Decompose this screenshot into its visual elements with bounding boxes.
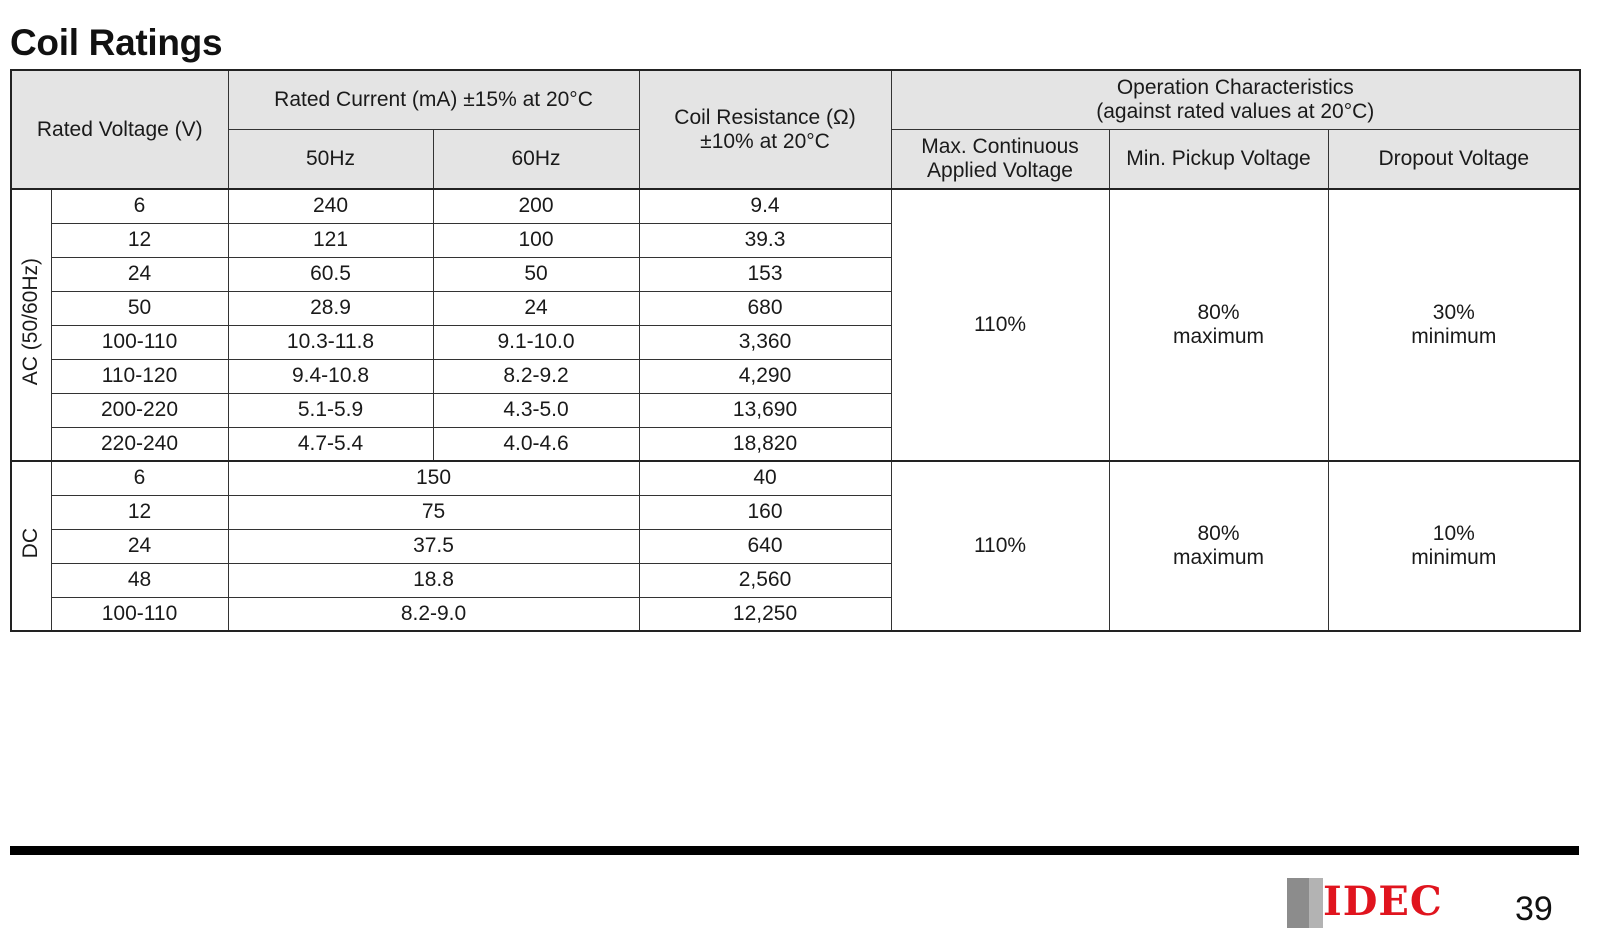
current-60hz-cell: 9.1-10.0 [433, 325, 639, 359]
ac-pickup-qualifier: maximum [1173, 325, 1265, 348]
current-60hz-cell: 200 [433, 189, 639, 223]
dc-label-text: DC [19, 527, 43, 559]
header-operation-line2: (against rated values at 20°C) [1096, 99, 1375, 123]
resistance-cell: 3,360 [639, 325, 891, 359]
footer-rule [10, 846, 1579, 855]
current-cell: 8.2-9.0 [228, 597, 639, 631]
current-cell: 37.5 [228, 529, 639, 563]
voltage-cell: 6 [51, 189, 228, 223]
current-cell: 75 [228, 495, 639, 529]
current-50hz-cell: 60.5 [228, 257, 433, 291]
header-rated-current: Rated Current (mA) ±15% at 20°C [228, 70, 639, 129]
current-cell: 18.8 [228, 563, 639, 597]
current-60hz-cell: 4.3-5.0 [433, 393, 639, 427]
coil-ratings-table [10, 69, 1581, 632]
voltage-cell: 220-240 [51, 427, 228, 461]
voltage-cell: 50 [51, 291, 228, 325]
header-max-continuous [891, 129, 1109, 189]
voltage-cell: 6 [51, 461, 228, 495]
ac-pickup-value: 80% [1197, 301, 1240, 324]
header-rated-voltage: Rated Voltage (V) [11, 70, 228, 189]
dc-pickup-qualifier: maximum [1173, 546, 1265, 569]
current-50hz-cell: 10.3-11.8 [228, 325, 433, 359]
header-60hz: 60Hz [433, 129, 639, 189]
current-50hz-cell: 9.4-10.8 [228, 359, 433, 393]
resistance-cell: 160 [639, 495, 891, 529]
header-coil-resistance [639, 70, 891, 189]
resistance-cell: 9.4 [639, 189, 891, 223]
voltage-cell: 48 [51, 563, 228, 597]
current-60hz-cell: 100 [433, 223, 639, 257]
ac-label-text: AC (50/60Hz) [19, 258, 43, 386]
ac-dropout-value: 30% [1432, 301, 1475, 324]
voltage-cell: 24 [51, 257, 228, 291]
header-max-continuous-line1: Max. Continuous [921, 134, 1079, 158]
logo-mark-icon [1287, 878, 1323, 928]
header-coil-resistance-line2: ±10% at 20°C [700, 129, 830, 153]
voltage-cell: 200-220 [51, 393, 228, 427]
voltage-cell: 100-110 [51, 325, 228, 359]
resistance-cell: 153 [639, 257, 891, 291]
header-min-pickup: Min. Pickup Voltage [1109, 129, 1328, 189]
resistance-cell: 18,820 [639, 427, 891, 461]
current-50hz-cell: 5.1-5.9 [228, 393, 433, 427]
page-number: 39 [1515, 890, 1553, 928]
voltage-cell: 110-120 [51, 359, 228, 393]
current-50hz-cell: 4.7-5.4 [228, 427, 433, 461]
resistance-cell: 12,250 [639, 597, 891, 631]
dc-section-label [11, 461, 51, 631]
resistance-cell: 4,290 [639, 359, 891, 393]
voltage-cell: 100-110 [51, 597, 228, 631]
current-60hz-cell: 50 [433, 257, 639, 291]
current-60hz-cell: 24 [433, 291, 639, 325]
page-title: Coil Ratings [10, 22, 223, 63]
resistance-cell: 680 [639, 291, 891, 325]
dc-max-continuous: 110% [891, 461, 1109, 631]
voltage-cell: 12 [51, 223, 228, 257]
dc-dropout [1328, 461, 1580, 631]
dc-dropout-qualifier: minimum [1411, 546, 1497, 569]
header-max-continuous-line2: Applied Voltage [927, 158, 1073, 182]
resistance-cell: 39.3 [639, 223, 891, 257]
dc-pickup-value: 80% [1197, 522, 1240, 545]
resistance-cell: 640 [639, 529, 891, 563]
voltage-cell: 24 [51, 529, 228, 563]
resistance-cell: 2,560 [639, 563, 891, 597]
current-60hz-cell: 4.0-4.6 [433, 427, 639, 461]
dc-min-pickup [1109, 461, 1328, 631]
header-operation-characteristics [891, 70, 1580, 129]
current-60hz-cell: 8.2-9.2 [433, 359, 639, 393]
idec-logo [1287, 878, 1443, 928]
header-coil-resistance-line1: Coil Resistance (Ω) [674, 105, 856, 129]
logo-wordmark: IDEC [1323, 878, 1443, 925]
current-50hz-cell: 121 [228, 223, 433, 257]
ac-dropout-qualifier: minimum [1411, 325, 1497, 348]
table-row [11, 189, 1580, 223]
resistance-cell: 40 [639, 461, 891, 495]
ac-max-continuous: 110% [891, 189, 1109, 461]
header-dropout: Dropout Voltage [1328, 129, 1580, 189]
current-50hz-cell: 240 [228, 189, 433, 223]
voltage-cell: 12 [51, 495, 228, 529]
header-operation-line1: Operation Characteristics [1116, 75, 1354, 99]
table-row [11, 461, 1580, 495]
current-50hz-cell: 28.9 [228, 291, 433, 325]
ac-dropout [1328, 189, 1580, 461]
resistance-cell: 13,690 [639, 393, 891, 427]
header-50hz: 50Hz [228, 129, 433, 189]
dc-dropout-value: 10% [1432, 522, 1475, 545]
ac-min-pickup [1109, 189, 1328, 461]
current-cell: 150 [228, 461, 639, 495]
ac-section-label [11, 189, 51, 461]
